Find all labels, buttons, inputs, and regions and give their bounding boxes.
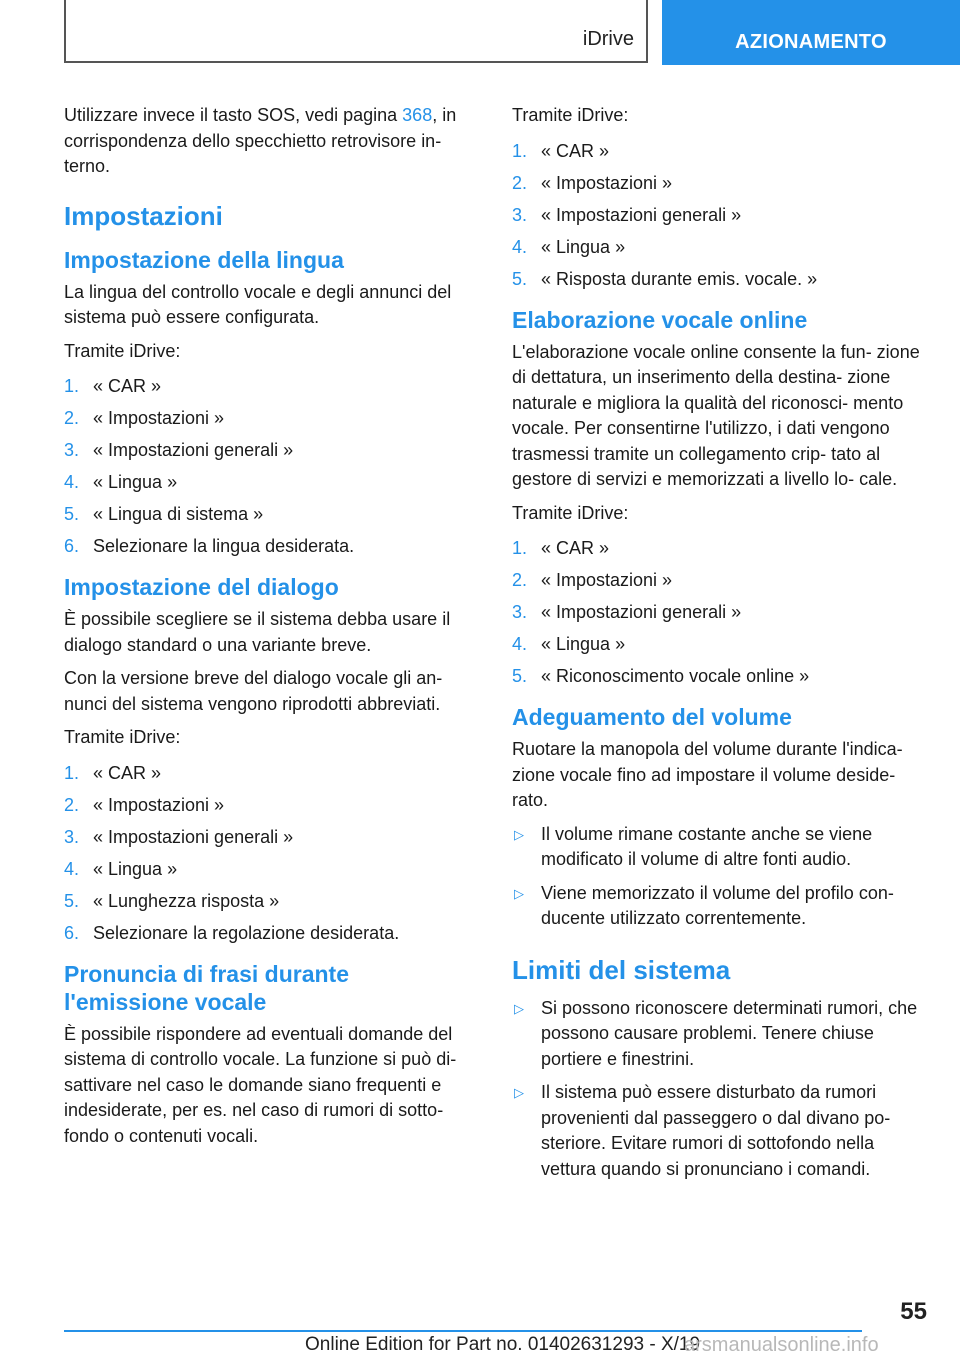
list-item: 1. « CAR » xyxy=(64,376,162,396)
steps-list xyxy=(64,761,476,946)
header-chapter-tab xyxy=(662,0,960,65)
list-item: 5. « Lunghezza risposta » xyxy=(64,890,280,911)
list-item: 5. « Lingua di sistema » xyxy=(64,504,264,524)
watermark-text: arsmanualsonline.info xyxy=(684,1334,879,1356)
edition-text: Online Edition for Part no. 01402631293 - X/19 xyxy=(305,1334,701,1355)
bullet-list xyxy=(512,996,924,1183)
heading-impostazioni: Impostazioni xyxy=(64,200,223,231)
paragraph: È possibile rispondere ad eventuali domande del sistema di controllo vocale. La funzione si può di- sattivare nel caso le domande siano frequenti e indesiderate, per es. nel caso di rumori di sotto- fondo o contenuti vocali. xyxy=(64,1023,457,1146)
paragraph: È possibile scegliere se il sistema debba usare il dialogo standard o una variante breve. xyxy=(64,609,451,655)
list-item: 1. « CAR » xyxy=(512,140,610,161)
triangle-bullet-icon: ▷ xyxy=(514,885,524,901)
header-section-label: iDrive xyxy=(582,28,634,50)
list-item: 2. « Impostazioni » xyxy=(512,172,673,193)
paragraph: L'elaborazione vocale online consente la fun- zione di dettatura, un inserimento della destina- zione naturale e migliora la qualità del riconosci- mento vocale. Per consentirne l'utilizzo, i dati vengono trasmessi tramite un collegamento crip- tato al gestore di servizi e memorizzati a livello lo- cale. xyxy=(512,341,920,489)
right-column xyxy=(512,103,924,1190)
list-item: 2. « Impostazioni » xyxy=(512,570,673,590)
intro-paragraph: Utilizzare invece il tasto SOS, vedi pagina 368, in corrispondenza dello specchietto retrovisore in- terno. xyxy=(64,105,457,176)
steps-list xyxy=(64,374,476,559)
footer-divider xyxy=(64,1330,862,1332)
paragraph: Tramite iDrive: xyxy=(512,502,629,523)
list-item: ▷ Si possono riconoscere determinati rumori, che possono causare problemi. Tenere chiuse portiere e finestrini. xyxy=(512,996,924,1073)
list-item: 5. « Riconoscimento vocale online » xyxy=(512,666,810,686)
list-item: ▷ Il sistema può essere disturbato da rumori provenienti dal passeggero o dal divano po- steriore. Evitare rumori di sottofondo nella vettura quando si pronunciano i comandi. xyxy=(512,1080,924,1182)
page-number: 55 xyxy=(900,1298,927,1325)
list-item: 1. « CAR » xyxy=(512,538,610,558)
header-section-box xyxy=(64,0,648,63)
steps-list xyxy=(512,139,924,292)
list-item: 1. « CAR » xyxy=(64,762,162,783)
heading-voice-output-answers: Pronuncia di frasi durante l'emissione vocale xyxy=(64,960,349,1015)
header-chapter-label: AZIONAMENTO xyxy=(735,31,887,53)
list-item: 4. « Lingua » xyxy=(512,634,626,654)
left-column xyxy=(64,103,476,1157)
triangle-bullet-icon: ▷ xyxy=(514,1085,524,1100)
list-item: 6. Selezionare la regolazione desiderata. xyxy=(64,922,400,943)
triangle-bullet-icon: ▷ xyxy=(514,1000,524,1016)
heading-system-limits: Limiti del sistema xyxy=(512,954,731,985)
heading-language-setting: Impostazione della lingua xyxy=(64,246,344,273)
steps-list xyxy=(512,536,924,689)
paragraph: La lingua del controllo vocale e degli annunci del sistema può essere configurata. xyxy=(64,281,452,327)
list-item: 3. « Impostazioni generali » xyxy=(64,440,294,460)
heading-dialog-setting: Impostazione del dialogo xyxy=(64,574,339,600)
paragraph: Ruotare la manopola del volume durante l'indica- zione vocale fino ad impostare il volume deside- rato. xyxy=(512,739,903,810)
list-item: 4. « Lingua » xyxy=(64,472,178,492)
list-item: 3. « Impostazioni generali » xyxy=(64,826,294,847)
heading-volume-adjustment: Adeguamento del volume xyxy=(512,704,792,730)
paragraph: Con la versione breve del dialogo vocale gli an- nunci del sistema vengono riprodotti abbreviati. xyxy=(64,668,443,714)
paragraph: Tramite iDrive: xyxy=(64,727,181,747)
list-item: 2. « Impostazioni » xyxy=(64,408,225,428)
list-item: ▷ Il volume rimane costante anche se viene modificato il volume di altre fonti audio. xyxy=(512,822,924,873)
list-item: 3. « Impostazioni generali » xyxy=(512,602,742,622)
list-item: 4. « Lingua » xyxy=(64,858,178,879)
page-reference-link[interactable]: 368 xyxy=(402,105,433,125)
list-item: 6. Selezionare la lingua desiderata. xyxy=(64,536,355,556)
heading-online-voice-processing: Elaborazione vocale online xyxy=(512,306,808,333)
list-item: ▷ Viene memorizzato il volume del profilo con- ducente utilizzato correntemente. xyxy=(512,881,924,932)
paragraph: Tramite iDrive: xyxy=(512,105,629,125)
bullet-list xyxy=(512,822,924,932)
list-item: 4. « Lingua » xyxy=(512,236,626,257)
triangle-bullet-icon: ▷ xyxy=(514,826,524,842)
list-item: 2. « Impostazioni » xyxy=(64,794,225,815)
list-item: 5. « Risposta durante emis. vocale. » xyxy=(512,268,818,289)
paragraph: Tramite iDrive: xyxy=(64,340,181,361)
list-item: 3. « Impostazioni generali » xyxy=(512,204,742,225)
